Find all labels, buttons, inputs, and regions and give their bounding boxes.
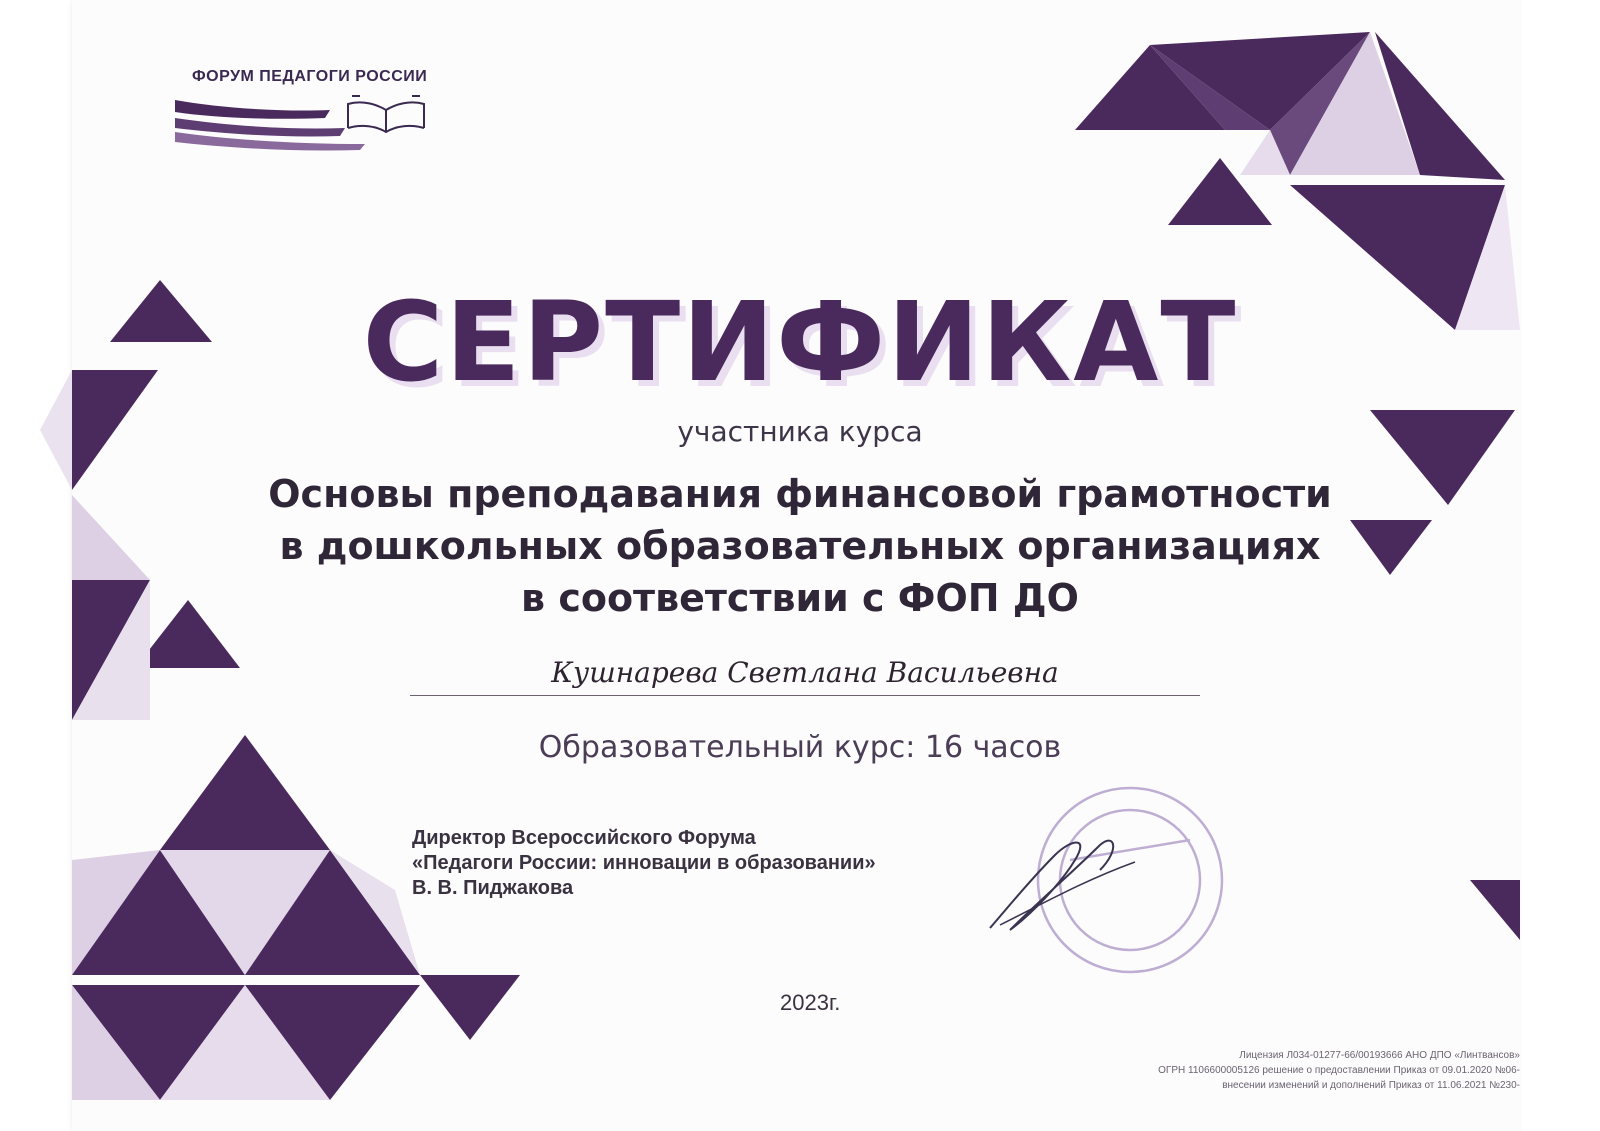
course-line: Основы преподавания финансовой грамотности: [268, 472, 1332, 516]
course-hours: Образовательный курс: 16 часов: [538, 730, 1062, 765]
triangle: [135, 600, 240, 668]
course-title: [240, 468, 1360, 624]
license-line: ОГРН 1106600005126 решение о предоставлении Приказ от 09.01.2020 №06-: [1158, 1065, 1520, 1076]
recipient-name: Кушнарева Светлана Васильевна: [410, 656, 1200, 696]
logo-swoosh: [175, 118, 345, 137]
director-signature-block: [412, 826, 876, 901]
course-line: в соответствии с ФОП ДО: [521, 576, 1079, 620]
triangle: [420, 975, 520, 1040]
logo-text: ФОРУМ ПЕДАГОГИ РОССИИ: [192, 68, 428, 85]
license-line: Лицензия Л034-01277-66/00193666 АНО ДПО «Линтвансов»: [1239, 1050, 1520, 1061]
director-line: «Педагоги России: инновации в образовании»: [412, 852, 876, 874]
course-line: в дошкольных образовательных организациях: [279, 524, 1321, 568]
logo-swoosh: [175, 100, 330, 119]
certificate-title: СЕРТИФИКАТ: [362, 278, 1238, 406]
signature-icon: [990, 841, 1113, 930]
triangle: [1470, 880, 1520, 940]
license-line: внесении изменений и дополнений Приказ от 11.06.2021 №230-: [1222, 1080, 1520, 1091]
triangle: [1350, 520, 1432, 575]
round-stamp: [1038, 788, 1222, 972]
issue-year: 2023г.: [780, 990, 841, 1015]
license-info: [1000, 1048, 1520, 1093]
triangle: [72, 495, 150, 580]
book-icon: [348, 96, 424, 132]
director-line: В. В. Пиджакова: [412, 877, 574, 899]
certificate-subtitle: участника курса: [677, 415, 923, 448]
director-line: Директор Всероссийского Форума: [412, 827, 756, 849]
